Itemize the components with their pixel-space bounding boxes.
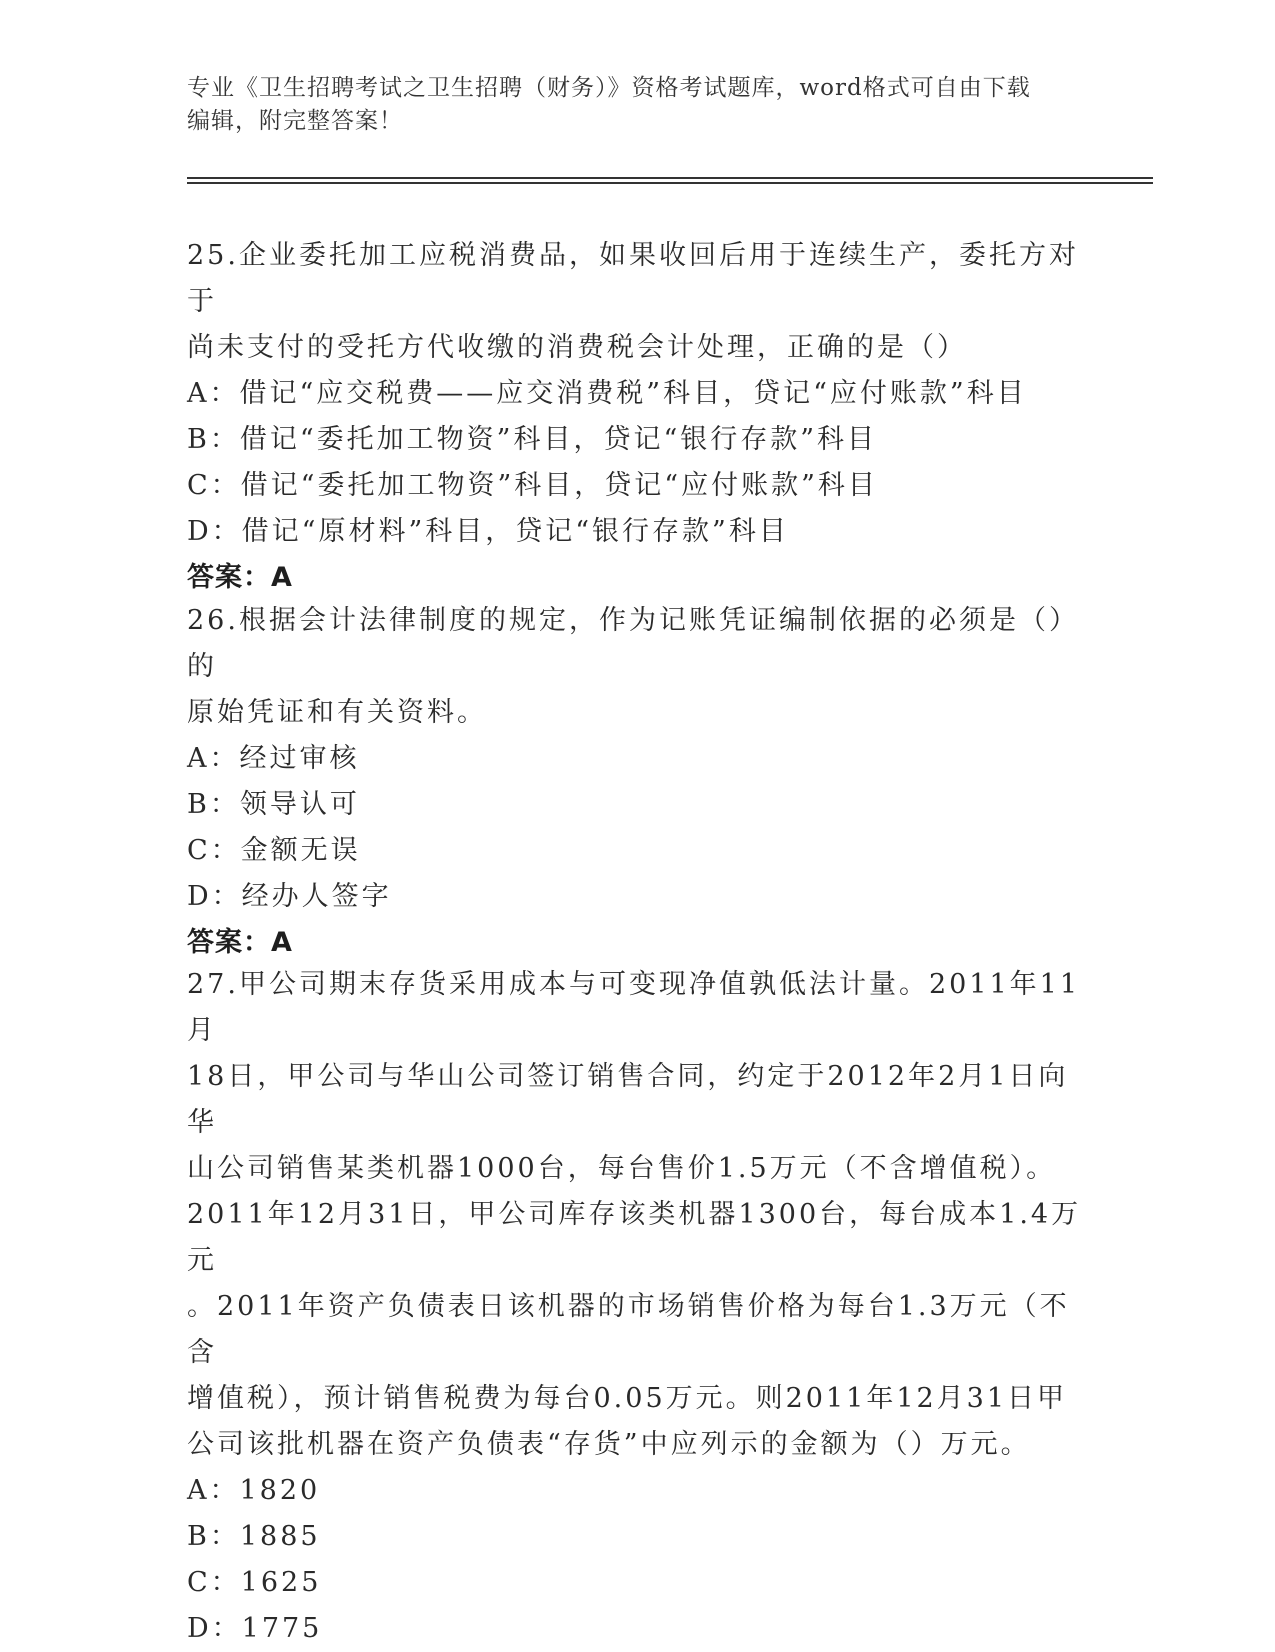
question-stem-line: 公司该批机器在资产负债表“存货”中应列示的金额为（）万元。 — [187, 1429, 1031, 1460]
header-line-2: 编辑，附完整答案！ — [187, 108, 403, 134]
option-b: B：借记“委托加工物资”科目，贷记“银行存款”科目 — [187, 424, 878, 455]
question-stem-line: 原始凭证和有关资料。 — [187, 697, 487, 728]
option-b: B：1885 — [187, 1521, 321, 1552]
answer: 答案：A — [187, 927, 293, 958]
option-c: C：借记“委托加工物资”科目，贷记“应付账款”科目 — [187, 470, 878, 501]
document-header — [187, 72, 1087, 138]
question-stem-line: 25.企业委托加工应税消费品，如果收回后用于连续生产，委托方对于 — [187, 240, 1079, 317]
question-stem-line: 增值税），预计销售税费为每台0.05万元。则2011年12月31日甲 — [187, 1383, 1068, 1414]
option-c: C：1625 — [187, 1567, 322, 1598]
option-d: D：1775 — [187, 1613, 323, 1644]
header-divider-top — [187, 177, 1153, 179]
option-a: A：经过审核 — [187, 743, 360, 774]
question-stem-line: 18日，甲公司与华山公司签订销售合同，约定于2012年2月1日向华 — [187, 1061, 1069, 1138]
question-27 — [187, 962, 1087, 1652]
answer: 答案：A — [187, 562, 293, 593]
option-a: A：1820 — [187, 1475, 321, 1506]
option-d: D：借记“原材料”科目，贷记“银行存款”科目 — [187, 516, 789, 547]
question-26 — [187, 598, 1087, 966]
option-c: C：金额无误 — [187, 835, 361, 866]
question-25 — [187, 233, 1087, 601]
option-a: A：借记“应交税费——应交消费税”科目，贷记“应付账款”科目 — [187, 378, 1027, 409]
header-divider-bottom — [187, 182, 1153, 184]
header-line-1: 专业《卫生招聘考试之卫生招聘（财务）》资格考试题库，word格式可自由下载 — [187, 75, 1031, 101]
question-stem-line: 2011年12月31日，甲公司库存该类机器1300台，每台成本1.4万元 — [187, 1199, 1082, 1276]
question-stem-line: 山公司销售某类机器1000台，每台售价1.5万元（不含增值税）。 — [187, 1153, 1057, 1184]
question-stem-line: 。2011年资产负债表日该机器的市场销售价格为每台1.3万元（不含 — [187, 1291, 1070, 1368]
question-stem-line: 尚未支付的受托方代收缴的消费税会计处理，正确的是（） — [187, 332, 967, 363]
option-d: D：经办人签字 — [187, 881, 392, 912]
question-stem-line: 26.根据会计法律制度的规定，作为记账凭证编制依据的必须是（）的 — [187, 605, 1079, 682]
question-stem-line: 27.甲公司期末存货采用成本与可变现净值孰低法计量。2011年11月 — [187, 969, 1081, 1046]
option-b: B：领导认可 — [187, 789, 360, 820]
